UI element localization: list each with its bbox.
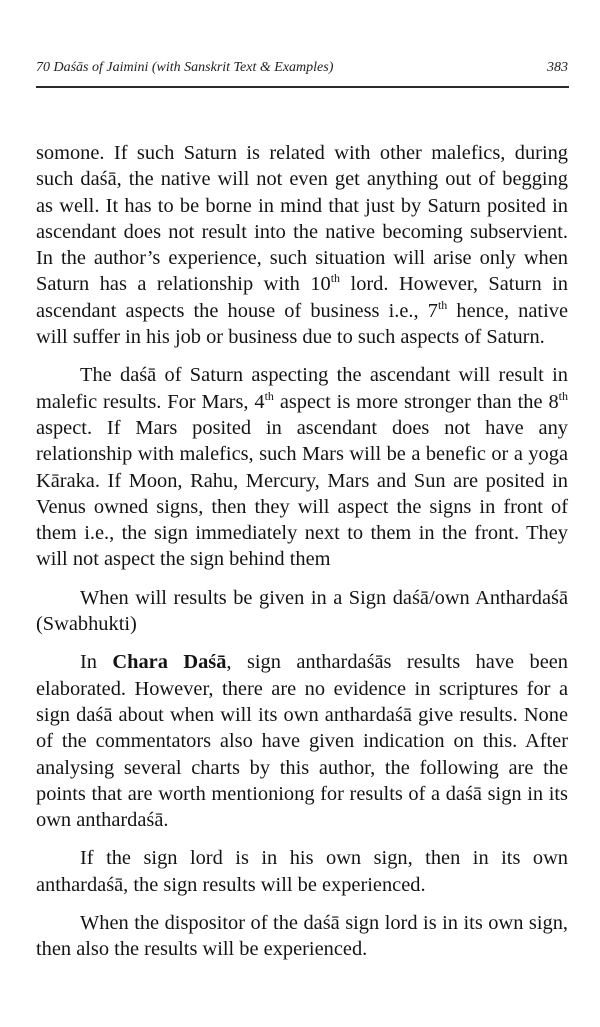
page-body — [36, 140, 568, 963]
text-run: , sign anthardaśās results have been elaborated. However, there are no evidence in scriptures for a sign daśā about when will its own anthardaśā give results. None of the commentators also have given indication on this. After analysing several charts by this author, the following are the points that are worth mentioniong for results of a daśā sign in its own anthardaśā. — [36, 651, 568, 832]
text-run: aspect is more stronger than the 8 — [273, 390, 559, 413]
page-number: 383 — [547, 60, 568, 75]
paragraph-1 — [36, 140, 568, 350]
paragraph-4 — [36, 649, 568, 833]
text-run: lord. However, Saturn in ascendant aspects the house of business i.e., 7 — [36, 273, 568, 322]
superscript: th — [437, 297, 448, 312]
paragraph-5: If the sign lord is in his own sign, then in its own anthardaśā, the sign results will be experienced. — [36, 847, 568, 896]
running-title: 70 Daśās of Jaimini (with Sanskrit Text & Examples) — [36, 60, 334, 75]
text-run: The daśā of Saturn aspecting the ascendant will result in malefic results. For Mars, 4 — [36, 364, 568, 413]
paragraph-2 — [36, 362, 568, 572]
superscript: th — [330, 271, 341, 286]
text-run: aspect. If Mars posited in ascendant does not have any relationship with malefics, such Mars will be a benefic or a yoga Kāraka. If Moon, Rahu, Mercury, Mars and Sun are posited in Venus owned signs, then they will aspect the signs in front of them i.e., the sign immediately next to them in the front. They will not aspect the sign behind them — [36, 416, 568, 571]
text-run: In — [80, 651, 113, 674]
paragraph-6: When the dispositor of the daśā sign lord is in its own sign, then also the results will be experienced. — [36, 912, 568, 961]
bold-term: Chara Daśā — [112, 651, 227, 674]
superscript: th — [264, 388, 274, 403]
header-rule — [36, 86, 569, 88]
section-heading: When will results be given in a Sign daśā/own Anthardaśā (Swabhukti) — [36, 586, 568, 636]
superscript: th — [558, 388, 568, 403]
text-run: hence, native will suffer in his job or business due to such aspects of Saturn. — [36, 299, 568, 349]
running-header — [36, 60, 568, 76]
text-run: somone. If such Saturn is related with other malefics, during such daśā, the native will not even get anything out of begging as well. It has to be borne in mind that just by Saturn posited in ascendant does not result into the native becoming subservient. In the author’s experience, such situation will arise only when Saturn has a relationship with 10 — [36, 142, 568, 296]
